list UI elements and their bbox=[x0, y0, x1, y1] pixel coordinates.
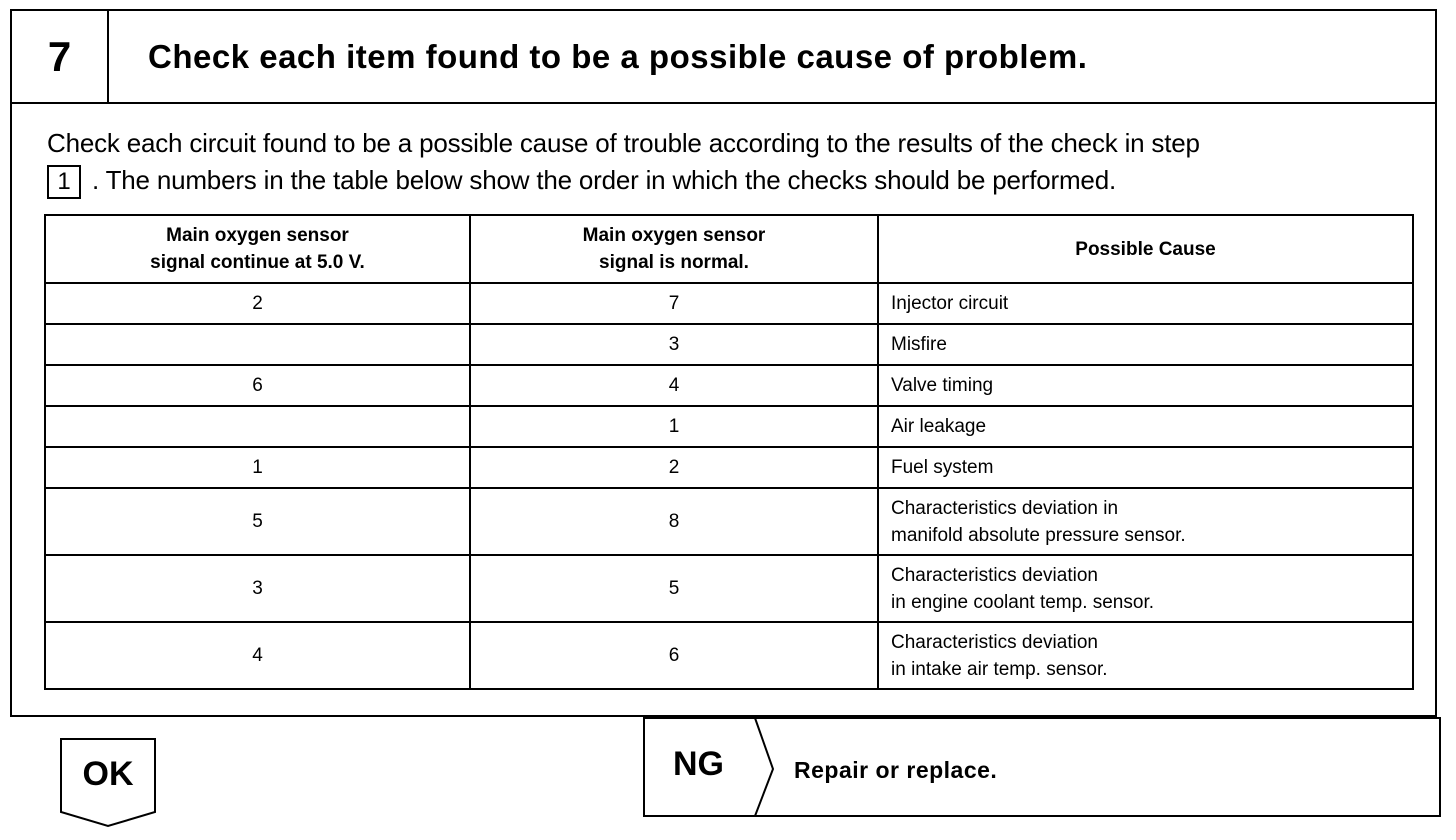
ng-label: NG bbox=[673, 745, 724, 783]
order-sensor-5v bbox=[45, 324, 470, 365]
possible-cause: Injector circuit bbox=[878, 283, 1413, 324]
header-possible-cause: Possible Cause bbox=[878, 215, 1413, 283]
order-sensor-normal: 3 bbox=[470, 324, 878, 365]
order-sensor-normal: 6 bbox=[470, 622, 878, 689]
order-sensor-5v bbox=[45, 406, 470, 447]
possible-cause-table bbox=[44, 214, 1414, 690]
step-frame bbox=[10, 9, 1437, 717]
header-sensor-5v: Main oxygen sensor signal continue at 5.0 V. bbox=[45, 215, 470, 283]
table-row bbox=[45, 622, 1413, 689]
table-row bbox=[45, 324, 1413, 365]
order-sensor-normal: 2 bbox=[470, 447, 878, 488]
intro-text-after: . The numbers in the table below show the order in which the checks should be performed. bbox=[92, 165, 1116, 195]
order-sensor-5v: 1 bbox=[45, 447, 470, 488]
order-sensor-normal: 1 bbox=[470, 406, 878, 447]
ng-action-text: Repair or replace. bbox=[794, 757, 998, 783]
possible-cause: Characteristics deviation in manifold absolute pressure sensor. bbox=[878, 488, 1413, 555]
table-header-row bbox=[45, 215, 1413, 283]
possible-cause: Misfire bbox=[878, 324, 1413, 365]
order-sensor-5v: 6 bbox=[45, 365, 470, 406]
possible-cause: Valve timing bbox=[878, 365, 1413, 406]
table-row bbox=[45, 406, 1413, 447]
intro-paragraph bbox=[47, 125, 1427, 199]
table-row bbox=[45, 555, 1413, 622]
order-sensor-normal: 4 bbox=[470, 365, 878, 406]
step-reference-box: 1 bbox=[47, 165, 81, 199]
ok-result-box bbox=[60, 738, 156, 828]
table-row bbox=[45, 488, 1413, 555]
table-row bbox=[45, 365, 1413, 406]
table-row bbox=[45, 283, 1413, 324]
order-sensor-5v: 3 bbox=[45, 555, 470, 622]
ok-label: OK bbox=[82, 755, 134, 793]
order-sensor-normal: 8 bbox=[470, 488, 878, 555]
order-sensor-5v: 5 bbox=[45, 488, 470, 555]
order-sensor-normal: 5 bbox=[470, 555, 878, 622]
table-row bbox=[45, 447, 1413, 488]
step-header bbox=[12, 11, 1435, 104]
ng-result-box bbox=[643, 717, 1441, 817]
order-sensor-5v: 4 bbox=[45, 622, 470, 689]
step-number: 7 bbox=[12, 11, 109, 102]
possible-cause: Characteristics deviation in engine coolant temp. sensor. bbox=[878, 555, 1413, 622]
header-sensor-normal: Main oxygen sensor signal is normal. bbox=[470, 215, 878, 283]
possible-cause: Air leakage bbox=[878, 406, 1413, 447]
possible-cause: Characteristics deviation in intake air temp. sensor. bbox=[878, 622, 1413, 689]
possible-cause: Fuel system bbox=[878, 447, 1413, 488]
intro-text-before: Check each circuit found to be a possible cause of trouble according to the results of the check in step bbox=[47, 128, 1200, 158]
ng-box-outline bbox=[643, 717, 1441, 817]
order-sensor-5v: 2 bbox=[45, 283, 470, 324]
order-sensor-normal: 7 bbox=[470, 283, 878, 324]
step-title: Check each item found to be a possible cause of problem. bbox=[148, 37, 1088, 75]
